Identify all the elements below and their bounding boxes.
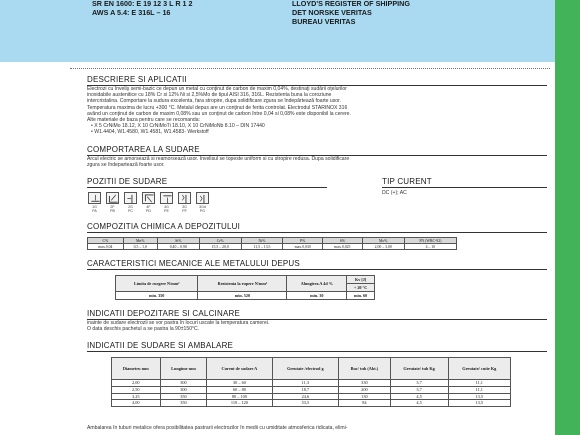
weld-position-icon — [160, 192, 173, 204]
header-cell: Cr% — [199, 238, 241, 244]
standard-sr-en: SR EN 1600: E 19 12 3 L R 1 2 — [92, 0, 193, 8]
weld-position-icon — [178, 192, 191, 204]
header-cell: Greutate /electrod g — [272, 358, 339, 380]
table-cell: 18,7 — [272, 387, 339, 394]
table-cell: 3,7 — [390, 380, 448, 387]
header-cell: Ni% — [241, 238, 283, 244]
section-title-descriere: DESCRIERE SI APLICATII — [87, 75, 547, 86]
position-icons — [87, 192, 327, 213]
table-cell: 13,5 — [448, 393, 510, 400]
section-title-chimica: COMPOZITIA CHIMICA A DEPOZITULUI — [87, 222, 547, 233]
table-cell: 11,5 – 13,5 — [241, 244, 283, 250]
text-line: având un conţinut de carbon de maxim 0,08% sau un conţinut de carbon între 0,04 si 0,08% este disponibil la cerere. — [87, 110, 351, 117]
text-line: Temperatura maxima de lucru +300 °C. Metalul depus are un conţinut de ferita controlat. Electrodul STARINOX 316 — [87, 104, 348, 111]
header-cell: Greutate/ tub Kg — [390, 358, 448, 380]
table-cell: 30 – 60 — [207, 380, 272, 387]
text-line: inainte de sudare electrozii se vor pastra în locuri uscate la temperatura camerei. — [87, 320, 270, 327]
table-cell: 4,5 — [390, 393, 448, 400]
position-label: 3Gd PG — [199, 205, 206, 214]
table-cell: min. 520 — [198, 292, 287, 300]
table-cell: 11,3 — [272, 380, 339, 387]
position-pf-icon — [177, 192, 192, 213]
section-title-comportare: COMPORTAREA LA SUDARE — [87, 145, 547, 156]
table-cell: 3,25 — [112, 393, 161, 400]
packaging-table — [111, 357, 511, 406]
comportare-text — [87, 156, 547, 168]
weld-position-icon — [142, 192, 155, 204]
separator — [70, 68, 550, 69]
position-label: 3G PF — [182, 205, 187, 214]
approval-dnv: DET NORSKE VERITAS — [292, 8, 372, 17]
table-cell: min. 30 — [287, 292, 347, 300]
positions-current-row — [87, 174, 547, 213]
header-cell: Lungime mm — [160, 358, 207, 380]
text-line: zgura se îndepartează foarte usor. — [87, 161, 165, 168]
table-row — [116, 292, 375, 300]
table-header-row — [116, 276, 375, 284]
position-label: 1G PA — [92, 205, 97, 214]
bullet-item: • X 5 CrNiMo 18.12, X 10 CrNiMoTi 18.10, X 10 CrNiMoNb 8.10 – DIN 17440 — [91, 123, 265, 130]
text-line: Arcul electric se amorsează si reamorsează usor. Învelisul se topeste uniform si cu stropire redusa. Dupa solidificare — [87, 155, 350, 162]
table-cell: 11,1 — [448, 387, 510, 394]
mechanical-properties-table — [115, 275, 375, 300]
section-title-mecanice: CARACTERISTICI MECANICE ALE METALULUI DEPUS — [87, 259, 547, 270]
header-cell: S% — [323, 238, 363, 244]
position-pa-icon — [87, 192, 102, 213]
table-cell: 3,7 — [390, 387, 448, 394]
header-cell: + 20 °C — [347, 284, 375, 292]
table-cell: min. 60 — [347, 292, 375, 300]
table-cell: 4 – 10 — [404, 244, 456, 250]
header-cell: Rezistenta la rupere N/mm² — [198, 276, 287, 292]
text-line: O data deschis pachetul a se pastra la 90±150°C. — [87, 326, 200, 333]
table-row — [112, 393, 511, 400]
section-title-ambalare: INDICATII DE SUDARE SI AMBALARE — [87, 341, 547, 352]
approval-lloyds: LLOYD'S REGISTER OF SHIPPING — [292, 0, 410, 8]
table-row — [88, 244, 457, 250]
position-pg-icon — [195, 192, 210, 213]
table-cell: 60 – 80 — [207, 387, 272, 394]
position-pc-icon — [123, 192, 138, 213]
table-cell: 53,5 — [272, 400, 339, 407]
table-cell: 350 — [160, 400, 207, 407]
table-cell: 0,5 – 1,0 — [123, 244, 157, 250]
table-row — [112, 380, 511, 387]
header-cell: C% — [88, 238, 124, 244]
table-cell: min. 350 — [116, 292, 198, 300]
side-color-bar — [555, 0, 580, 435]
footer-text: Ambalarea în tuburi metalice ofera posibilitatea pastrarii electrozilor în medii cu umiditate atmosferica ridicata, elimi- — [87, 425, 348, 431]
current-value: DC (+); AC — [382, 190, 407, 197]
table-cell: max.0,030 — [283, 244, 323, 250]
header-band — [0, 0, 580, 62]
section-title-pozitii: POZITII DE SUDARE — [87, 177, 327, 188]
table-cell: 2,00 — [112, 380, 161, 387]
header-cell: Buc/ tub (Abt.) — [339, 358, 390, 380]
table-cell: 200 — [339, 387, 390, 394]
table-cell: 0,40 – 0,90 — [157, 244, 199, 250]
table-row — [112, 387, 511, 394]
text-line: intercristalina. Comportare la sudura excelenta, fara stropire, dupa solidificare zgura se îndepărtează foarte usor. — [87, 98, 341, 105]
position-label: 2F PB — [110, 205, 115, 214]
table-cell: 15,5 – 20,0 — [199, 244, 241, 250]
welding-positions — [87, 174, 327, 213]
table-cell: 11,1 — [448, 380, 510, 387]
header-cell: P% — [283, 238, 323, 244]
standard-aws: AWS A 5.4: E 316L – 16 — [92, 8, 171, 17]
approval-bureau-veritas: BUREAU VERITAS — [292, 17, 356, 26]
table-cell: max.0,025 — [323, 244, 363, 250]
position-label: 2G PC — [128, 205, 133, 214]
table-cell: 4,5 — [390, 400, 448, 407]
bullet-text: W1.4404, W1.4580, W1.4581, W1.4583- Werkstoff — [94, 129, 209, 136]
position-pe-icon — [159, 192, 174, 213]
weld-position-icon — [106, 192, 119, 204]
chemical-composition-table — [87, 237, 457, 250]
table-header-row — [112, 358, 511, 380]
table-cell: 350 — [160, 393, 207, 400]
descriere-text — [87, 86, 547, 136]
section-title-depozitare: INDICATII DEPOZITARE SI CALCINARE — [87, 309, 547, 320]
table-row — [112, 400, 511, 407]
table-cell: max.0,04 — [88, 244, 124, 250]
position-label: 4G PE — [164, 205, 169, 214]
table-cell: 2,00 – 3,00 — [362, 244, 404, 250]
table-cell: 24,6 — [272, 393, 339, 400]
header-cell: Alungirea A 4d % — [287, 276, 347, 292]
header-cell: FN (WRC-92) — [404, 238, 456, 244]
table-cell: 4,00 — [112, 400, 161, 407]
table-cell: 300 — [160, 387, 207, 394]
header-cell: Limita de curgere N/mm² — [116, 276, 198, 292]
header-cell: Mo% — [362, 238, 404, 244]
weld-position-icon — [88, 192, 101, 204]
table-cell: 110 – 120 — [207, 400, 272, 407]
table-cell: 80 – 100 — [207, 393, 272, 400]
weld-position-icon — [124, 192, 137, 204]
header-cell: Greutate/ cutie Kg — [448, 358, 510, 380]
header-cell: Si% — [157, 238, 199, 244]
table-cell: 13,5 — [448, 400, 510, 407]
text-line: Electrozi cu înveliş semi-bazic ce depun un metal cu conţinut de carbon de maxim 0,04%, destinaţi sudării oţelurilor — [87, 86, 347, 92]
position-label: 4F PD — [146, 205, 151, 214]
document-body — [87, 72, 547, 407]
table-cell: 130 — [339, 393, 390, 400]
header-cell: Mn% — [123, 238, 157, 244]
weld-position-icon — [196, 192, 209, 204]
text-line: inoxidabile austenitice cu 18% Cr si 12% Ni si 2,5%Mo de tipul AISI 316, 316L. Rezistenta buna la coroziune — [87, 92, 332, 99]
header-cell: Diametru mm — [112, 358, 161, 380]
position-pd-icon — [141, 192, 156, 213]
text-line: Alte materiale de baza pentru care se recomanda: — [87, 117, 200, 124]
header-cell: Curent de sudare A — [207, 358, 272, 380]
bullet-item: • W1.4404, W1.4580, W1.4581, W1.4583- Werkstoff — [91, 129, 209, 136]
current-type — [382, 174, 547, 213]
position-pb-icon — [105, 192, 120, 213]
table-cell: 300 — [160, 380, 207, 387]
bullet-text: X 5 CrNiMo 18.12, X 10 CrNiMoTi 18.10, X 10 CrNiMoNb 8.10 – DIN 17440 — [94, 123, 265, 130]
depozitare-text — [87, 320, 547, 332]
table-cell: 84 — [339, 400, 390, 407]
table-cell: 2,50 — [112, 387, 161, 394]
section-title-curent: TIP CURENT — [382, 177, 547, 188]
header-cell: Kv [J] — [347, 276, 375, 284]
table-cell: 330 — [339, 380, 390, 387]
